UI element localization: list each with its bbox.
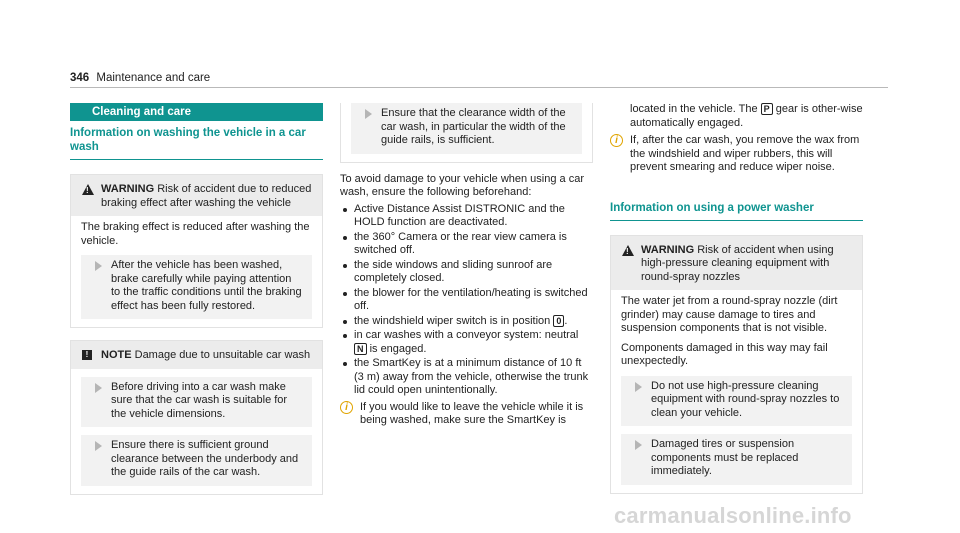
step-text: Before driving into a car wash make sure that the car wash is suitable for the vehicle dimensions. bbox=[111, 380, 288, 420]
note-keyword: NOTE bbox=[101, 349, 132, 361]
section-bar: Cleaning and care bbox=[70, 103, 323, 121]
column-3 bbox=[610, 103, 863, 494]
list-item: the side windows and sliding sunroof are completely closed. bbox=[340, 259, 593, 286]
warning-step-2 bbox=[621, 434, 852, 485]
list-item: Active Distance Assist DISTRONIC and the HOLD function are deactivated. bbox=[340, 203, 593, 230]
note-box-continued bbox=[340, 103, 593, 163]
tip-wax bbox=[610, 134, 863, 175]
tip-text: If, after the car wash, you remove the wax from the windshield and wiper rubbers, this will prevent smearing and reduce wiper noise. bbox=[630, 134, 860, 173]
step-text: Ensure there is sufficient ground clearance between the underbody and the guide rails of the car wash. bbox=[111, 439, 299, 478]
warning-text: The braking effect is reduced after washing the vehicle. bbox=[81, 221, 310, 247]
subheading-power-washer: Information on using a power washer bbox=[610, 201, 863, 221]
intro-paragraph: To avoid damage to your vehicle when using a car wash, ensure the following beforehand: bbox=[340, 172, 584, 198]
warning-headline: Risk of accident due to reduced braking effect after washing the vehicle bbox=[101, 183, 312, 209]
tip-text: If you would like to leave the vehicle while it is being washed, make sure the SmartKey is bbox=[360, 400, 584, 426]
bullet-icon bbox=[343, 236, 347, 240]
warning-triangle-icon bbox=[82, 184, 94, 195]
arrow-right-icon bbox=[95, 383, 102, 393]
note-step-3 bbox=[351, 103, 582, 154]
bullet-icon bbox=[343, 264, 347, 268]
arrow-right-icon bbox=[95, 261, 102, 271]
step-text: Do not use high-pressure cleaning equipment with round-spray nozzles to clean your vehicle. bbox=[651, 379, 840, 419]
step-text: Damaged tires or suspension components must be replaced immediately. bbox=[651, 438, 799, 477]
warning-body bbox=[71, 216, 322, 255]
step-text: Ensure that the clearance width of the car wash, in particular the width of the guide rails, is sufficient. bbox=[381, 107, 566, 146]
note-box-car-wash bbox=[70, 340, 323, 495]
note-step-1 bbox=[81, 377, 312, 428]
info-icon: i bbox=[610, 134, 623, 147]
column-2 bbox=[340, 103, 593, 428]
wiper-position-0-icon: 0 bbox=[553, 315, 564, 327]
list-item: the 360° Camera or the rear view camera is switched off. bbox=[340, 231, 593, 258]
tip-continued: located in the vehicle. The P gear is other-wise automatically engaged. bbox=[630, 103, 863, 129]
warning-head bbox=[71, 175, 322, 216]
note-headline: Damage due to unsuitable car wash bbox=[134, 349, 311, 361]
step-text: After the vehicle has been washed, brake carefully while paying attention to the traffic conditions until the braking effect has been fully restored. bbox=[111, 259, 302, 312]
checklist bbox=[340, 203, 593, 398]
list-item: in car washes with a conveyor system: neutral N is engaged. bbox=[340, 329, 593, 356]
page-header bbox=[70, 72, 210, 86]
column-1 bbox=[70, 103, 323, 495]
warning-body bbox=[611, 290, 862, 376]
gear-p-icon: P bbox=[761, 103, 773, 115]
warning-headline: Risk of accident when using high-pressure cleaning equipment with round-spray nozzles bbox=[641, 243, 834, 283]
bullet-icon bbox=[343, 208, 347, 212]
warning-head bbox=[611, 236, 862, 291]
watermark: carmanualsonline.info bbox=[614, 503, 852, 528]
warning-text: Components damaged in this way may fail unexpectedly. bbox=[621, 341, 828, 367]
arrow-right-icon bbox=[365, 109, 372, 119]
header-rule bbox=[70, 87, 888, 88]
warning-step bbox=[81, 255, 312, 319]
warning-triangle-icon bbox=[622, 245, 634, 256]
list-item: the blower for the ventilation/heating is switched off. bbox=[340, 287, 593, 314]
arrow-right-icon bbox=[635, 382, 642, 392]
note-step-2 bbox=[81, 435, 312, 486]
exclamation-icon: ! bbox=[82, 350, 92, 360]
page-number: 346 bbox=[70, 72, 90, 84]
bullet-icon bbox=[343, 334, 347, 338]
bullet-icon bbox=[343, 320, 347, 324]
warning-box-power-washer bbox=[610, 235, 863, 494]
warning-box-braking bbox=[70, 174, 323, 328]
warning-step-1 bbox=[621, 376, 852, 427]
bullet-icon bbox=[343, 292, 347, 296]
arrow-right-icon bbox=[635, 440, 642, 450]
list-item: the SmartKey is at a minimum distance of 10 ft (3 m) away from the vehicle, otherwise the trunk lid could open unintentionally. bbox=[340, 357, 593, 398]
subheading-car-wash: Information on washing the vehicle in a car wash bbox=[70, 126, 323, 160]
warning-text: The water jet from a round-spray nozzle (dirt grinder) may cause damage to tires and suspension components that is not visible. bbox=[621, 295, 838, 334]
warning-keyword: WARNING bbox=[641, 243, 695, 256]
bullet-icon bbox=[343, 362, 347, 366]
warning-keyword: WARNING bbox=[101, 183, 155, 195]
note-head bbox=[71, 341, 322, 369]
gear-n-icon: N bbox=[354, 343, 367, 355]
arrow-right-icon bbox=[95, 441, 102, 451]
list-item: the windshield wiper switch is in position 0 . bbox=[340, 315, 593, 329]
tip-smartkey bbox=[340, 401, 593, 428]
info-icon: i bbox=[340, 401, 353, 414]
chapter-title: Maintenance and care bbox=[96, 72, 211, 84]
